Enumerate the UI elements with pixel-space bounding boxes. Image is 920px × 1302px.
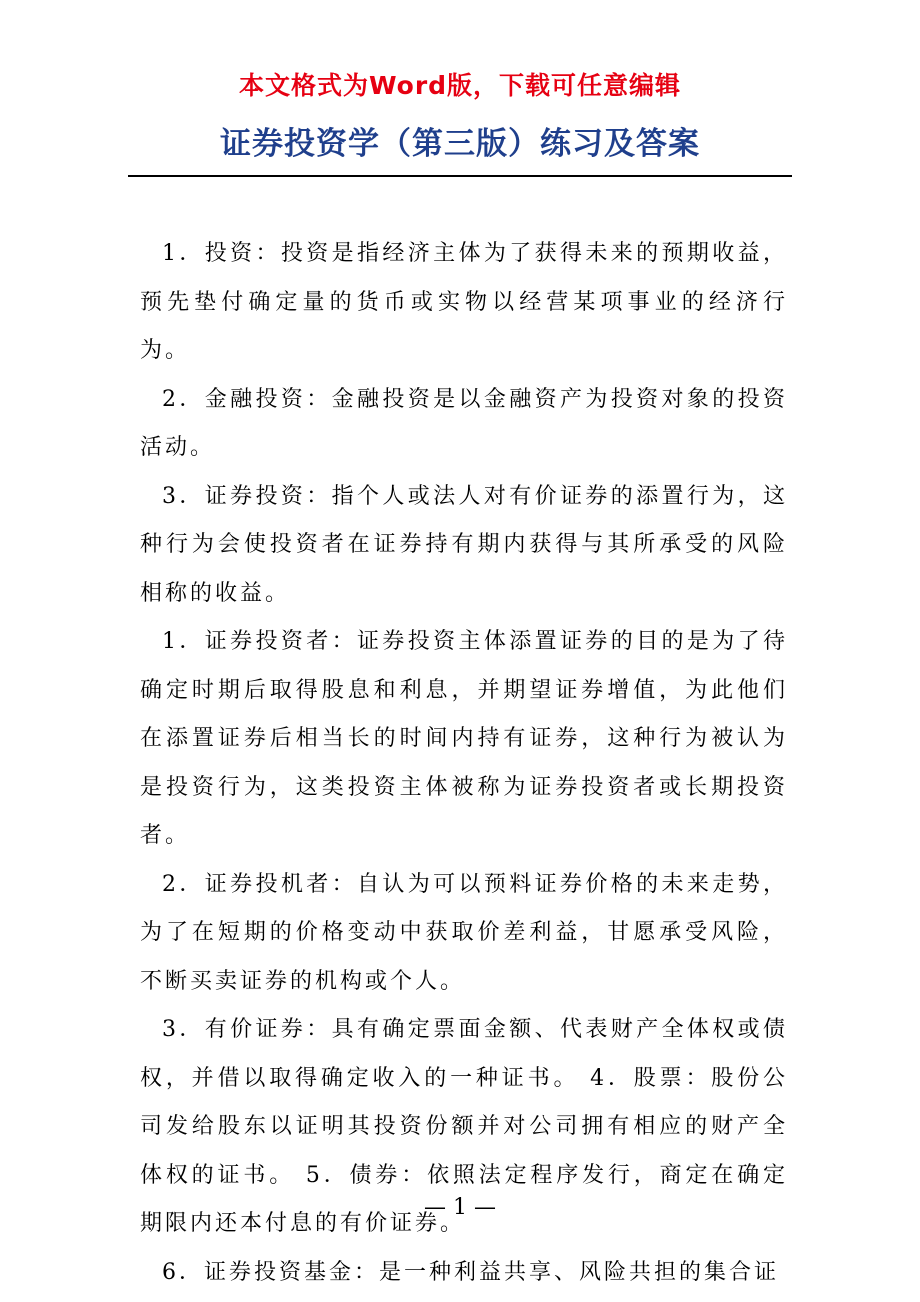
- paragraph: 6．证券投资基金：是一种利益共享、风险共担的集合证: [162, 1259, 779, 1285]
- title-divider: [128, 175, 792, 177]
- paragraph: 3．有价证券：具有确定票面金额、代表财产全体权或债权，并借以取得确定收入的一种证书。 4．股票：股份公司发给股东以证明其投资份额并对公司拥有相应的财产全体权的证书。 5．债券：依照法定程序发行，商定在确定期限内还本付息的有价证券。: [140, 1017, 788, 1236]
- paragraph: 2．证券投机者：自认为可以预料证券价格的未来走势，为了在短期的价格变动中获取价差利益，甘愿承受风险，不断买卖证券的机构或个人。: [140, 871, 788, 994]
- paragraph: 3．证券投资：指个人或法人对有价证券的添置行为，这种行为会使投资者在证券持有期内获得与其所承受的风险相称的收益。: [140, 483, 788, 606]
- document-title: 证券投资学（第三版）练习及答案: [220, 126, 700, 162]
- format-notice: 本文格式为Word版，下载可任意编辑: [238, 71, 682, 100]
- document-body: [140, 230, 788, 1297]
- paragraph: 1．证券投资者：证券投资主体添置证券的目的是为了待确定时期后取得股息和利息，并期望证券增值，为此他们在添置证券后相当长的时间内持有证券，这种行为被认为是投资行为，这类投资主体被称为证券投资者或长期投资者。: [140, 629, 788, 848]
- page-number: — 1 —: [424, 1195, 496, 1220]
- paragraph: 1．投资：投资是指经济主体为了获得未来的预期收益，预先垫付确定量的货币或实物以经营某项事业的经济行为。: [140, 241, 788, 363]
- paragraph: 2．金融投资：金融投资是以金融资产为投资对象的投资活动。: [140, 386, 788, 460]
